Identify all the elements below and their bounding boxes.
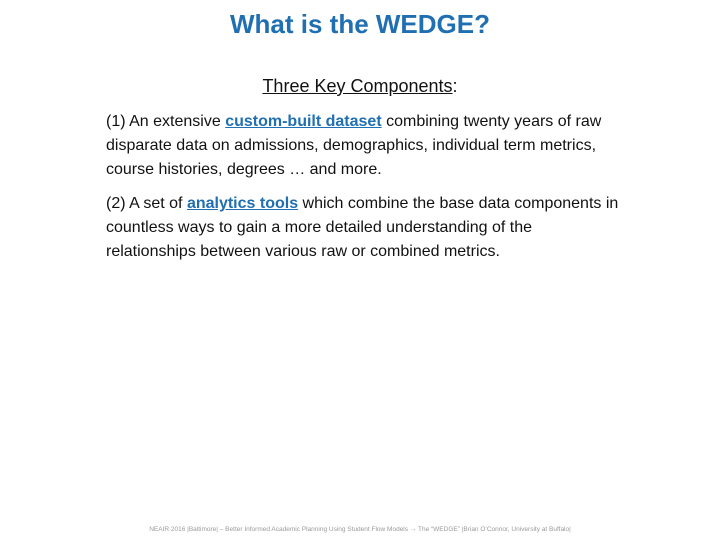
component-paragraph-1 [106, 110, 626, 182]
paragraph-text-after: which combine the base data components in countless ways to gain a more detailed understanding of the relationships between various raw or combined metrics. [106, 195, 619, 260]
paragraph-text-after: combining twenty years of raw disparate data on admissions, demographics, individual term metrics, course histories, degrees … and more. [106, 113, 602, 178]
highlight-custom-built-dataset: custom-built dataset [225, 113, 382, 130]
section-heading [0, 74, 720, 98]
paragraph-number: (2) [106, 195, 126, 212]
slide-footer: NEAIR 2016 |Baltimore| – Better Informed Academic Planning Using Student Flow Models → The “WEDGE” |Brian O’Connor, University at Buffalo| [149, 526, 571, 533]
section-heading-text: Three Key Components [262, 76, 453, 96]
highlight-analytics-tools: analytics tools [186, 195, 299, 212]
paragraph-text-before: A set of [125, 195, 187, 212]
section-heading-colon: : [452, 76, 458, 96]
paragraph-text-before: An extensive [125, 113, 226, 130]
paragraph-number: (1) [106, 113, 126, 130]
component-paragraph-2 [106, 192, 626, 264]
page-title: What is the WEDGE? [230, 9, 490, 39]
